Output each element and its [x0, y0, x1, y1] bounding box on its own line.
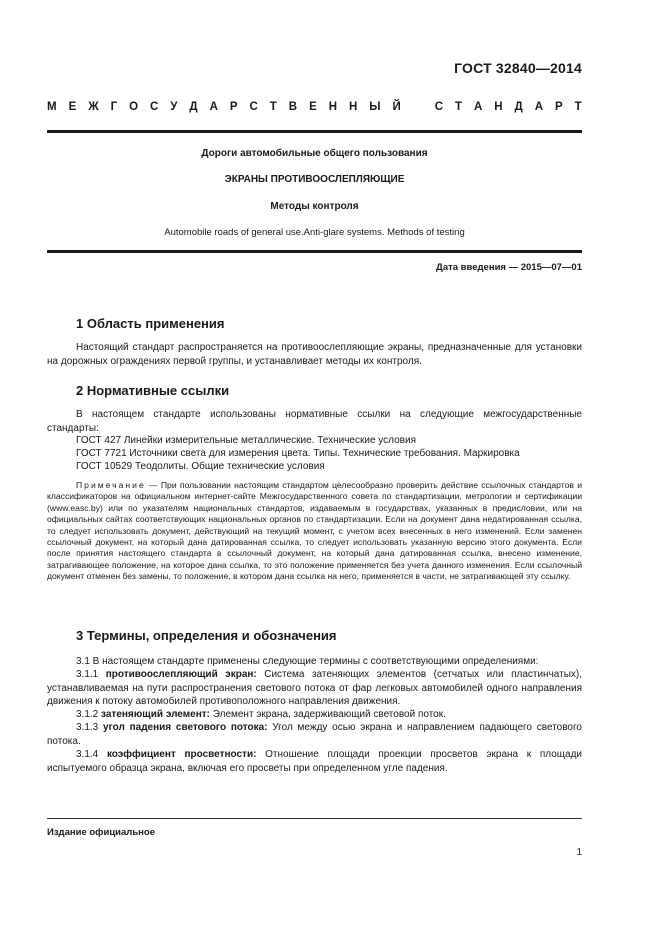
banner-letter: Н	[348, 101, 358, 113]
title-rule	[47, 250, 582, 253]
banner-letter: Е	[68, 101, 77, 113]
term-number: 3.1.3	[76, 722, 104, 733]
standard-type-banner	[47, 101, 582, 113]
title-line-2: ЭКРАНЫ ПРОТИВООСЛЕПЛЯЮЩИЕ	[224, 174, 405, 185]
page-number: 1	[576, 847, 582, 858]
term-number: 3.1.2	[76, 709, 102, 720]
banner-letter: А	[473, 101, 483, 113]
term-name: противоослепляющий экран:	[105, 669, 257, 680]
banner-letter: Д	[514, 101, 523, 113]
term-definition: Система затеняющих элементов (сетчатых или пластинчатых), устанавливаемая на пути распространения светового потока от фар легковых автомобилей одного направления движения к потоку автомобилей противоположного направления движения.	[47, 669, 582, 707]
term-number: 3.1.4	[76, 749, 107, 760]
note-text: — При пользовании настоящим стандартом целесообразно проверить действие ссылочных стандартов и классификаторов на официальном интернет-сайте Межгосударственного совета по стандартизации, метрологии и сертификации (www.easc.by) или по указателям национальных стандартов, издаваемым в государствах, указанных в предисловии, или на официальных сайтах соответствующих национальных органов по стандартизации. Если на документ дана недатированная ссылка, то следует использовать документ, действующий на текущий момент, с учетом всех внесенных в него изменений. Если заменен ссылочный документ, на который дана датированная ссылка, то следует использовать указанную версию этого документа. Если после принятия настоящего стандарта в ссылочный документ, на который дана датированная ссылка, внесено изменение, затрагивающее положение, на которое дана ссылка, то это положение применяется без учета данного изменения. Если ссылочный документ отменен без замены, то положение, в котором дана ссылка на него, применяется в части, не затрагивающей эту ссылку.	[47, 480, 582, 582]
document-code: ГОСТ 32840—2014	[454, 60, 582, 76]
banner-letter: С	[150, 101, 159, 113]
reference-item: ГОСТ 427 Линейки измерительные металлические. Технические условия	[76, 435, 416, 446]
term-3-1-2	[47, 708, 582, 722]
references-note	[47, 480, 582, 583]
banner-letter: Ы	[369, 101, 381, 113]
reference-item: ГОСТ 7721 Источники света для измерения цвета. Типы. Технические требования. Маркировка	[76, 448, 520, 459]
footer-rule	[47, 818, 582, 819]
term-3-1-3	[47, 721, 582, 748]
section-1-heading: 1 Область применения	[76, 316, 225, 331]
term-definition: Отношение площади проекции просветов экрана к площади испытуемого образца экрана, включая его просветы при определенном угле падения.	[47, 749, 582, 774]
reference-item: ГОСТ 10529 Теодолиты. Общие технические условия	[76, 461, 325, 472]
term-definition: Угол между осью экрана и направлением падающего светового потока.	[47, 722, 582, 747]
banner-gap	[413, 101, 423, 113]
banner-letter: Н	[494, 101, 503, 113]
term-name: угол падения светового потока:	[103, 722, 268, 733]
banner-letter: Г	[110, 101, 118, 113]
section-3-intro: 3.1 В настоящем стандарте применены следующие термины с соответствующими определениями:	[76, 656, 539, 667]
term-3-1-1	[47, 668, 582, 709]
term-name: затеняющий элемент:	[101, 709, 210, 720]
section-2-intro-content: В настоящем стандарте использованы нормативные ссылки на следующие межгосударственные стандарты:	[47, 409, 582, 434]
term-number: 3.1.1	[76, 669, 106, 680]
title-line-3: Методы контроля	[270, 201, 359, 212]
banner-letter: Д	[189, 101, 198, 113]
banner-letter: А	[534, 101, 544, 113]
title-line-1: Дороги автомобильные общего пользования	[201, 148, 428, 159]
banner-letter: Т	[269, 101, 277, 113]
note-label: Примечание	[76, 480, 146, 490]
banner-letter: В	[288, 101, 298, 113]
banner-letter: А	[209, 101, 218, 113]
banner-letter: Н	[328, 101, 338, 113]
banner-letter: С	[249, 101, 258, 113]
header-rule	[47, 130, 582, 133]
section-3-heading: 3 Термины, определения и обозначения	[76, 628, 337, 643]
banner-letter: Ж	[88, 101, 99, 113]
banner-letter: Т	[454, 101, 463, 113]
banner-letter: Р	[555, 101, 563, 113]
banner-letter: Е	[309, 101, 317, 113]
official-edition-label: Издание официальное	[47, 827, 155, 838]
title-english: Automobile roads of general use.Anti-glare systems. Methods of testing	[164, 227, 465, 238]
section-1-text	[47, 341, 582, 368]
section-1-text-content: Настоящий стандарт распространяется на противоослепляющие экраны, предназначенные для установки на дорожных ограждениях первой группы, и устанавливает методы их контроля.	[47, 342, 582, 367]
section-2-heading: 2 Нормативные ссылки	[76, 383, 230, 398]
banner-letter: У	[170, 101, 178, 113]
banner-letter: Р	[229, 101, 238, 113]
banner-letter: Т	[574, 101, 582, 113]
banner-letter: С	[434, 101, 444, 113]
term-name: коэффициент просветности:	[106, 749, 257, 760]
section-2-intro	[47, 408, 582, 435]
banner-letter: Й	[392, 101, 401, 113]
term-definition: Элемент экрана, задерживающий световой поток.	[209, 709, 446, 720]
banner-letter: М	[47, 101, 57, 113]
introduction-date: Дата введения — 2015—07—01	[436, 262, 582, 273]
term-3-1-4	[47, 748, 582, 775]
banner-letter: О	[129, 101, 139, 113]
